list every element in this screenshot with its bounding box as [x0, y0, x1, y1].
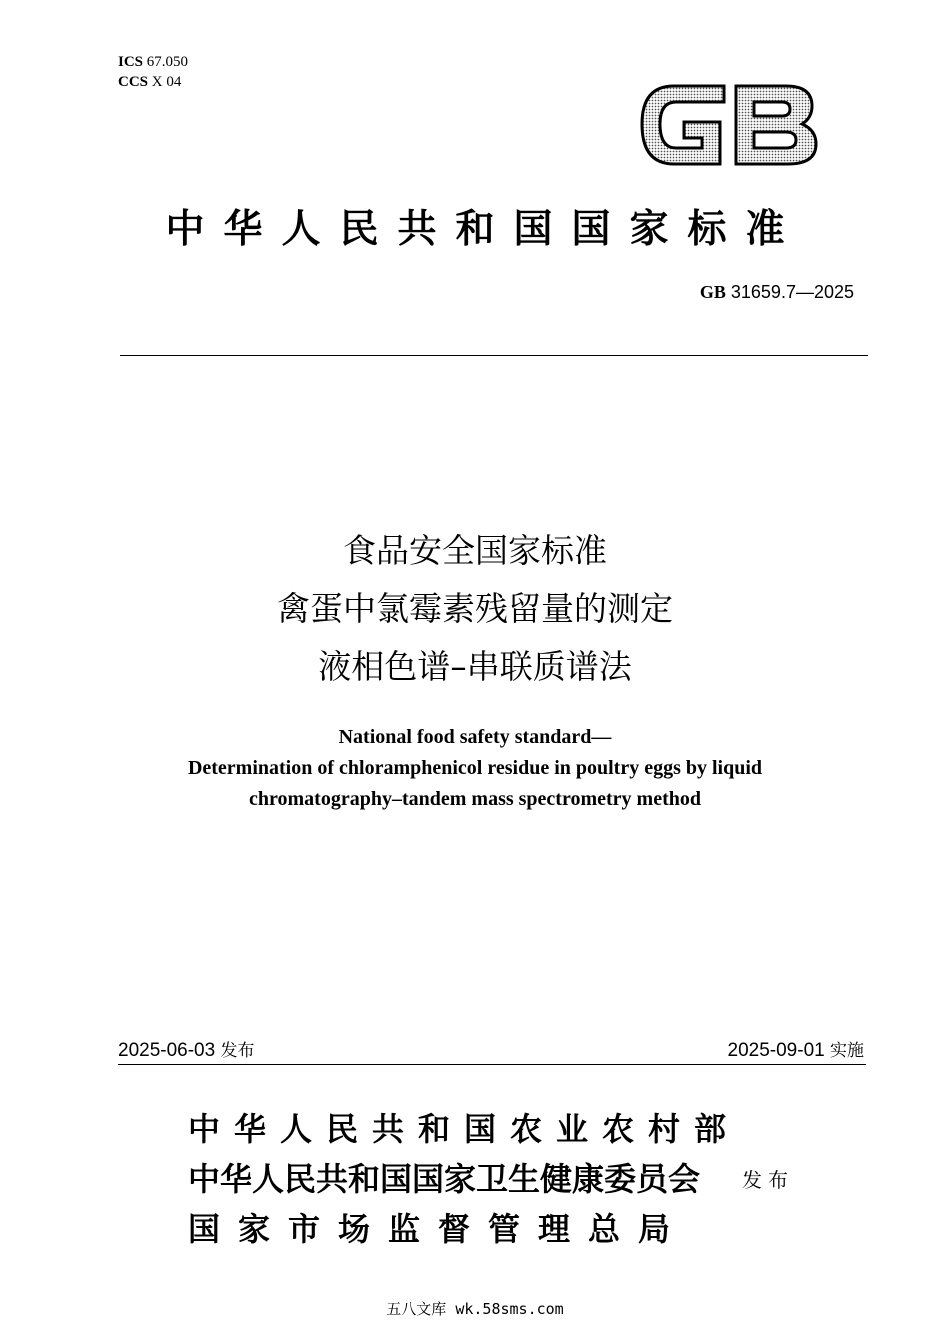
publisher-1: 中华人民共和国农业农村部 — [188, 1110, 741, 1148]
ccs-code: CCS X 04 — [118, 74, 182, 90]
cn-title-line-1: 食品安全国家标准 — [343, 531, 607, 570]
issue-date-value: 2025-06-03 — [118, 1040, 216, 1061]
watermark-footer: 五八文库 wk.58sms.com — [386, 1300, 564, 1318]
standard-prefix: GB — [699, 282, 726, 302]
top-divider — [120, 355, 868, 356]
chinese-title — [0, 522, 950, 696]
issue-word: 发布 — [220, 1041, 255, 1061]
implementation-date — [728, 1036, 864, 1062]
ics-code: ICS 67.050 — [118, 54, 189, 70]
national-standard-title: 中华人民共和国国家标准 — [165, 207, 804, 252]
bottom-divider — [118, 1064, 866, 1065]
en-title-line-3: chromatography–tandem mass spectrometry method — [249, 788, 701, 810]
publish-word: 发布 — [742, 1168, 794, 1192]
en-title-line-2: Determination of chloramphenicol residue in poultry eggs by liquid — [187, 757, 763, 779]
cn-title-line-2: 禽蛋中氯霉素残留量的测定 — [277, 589, 673, 628]
implement-word: 实施 — [830, 1041, 864, 1061]
publisher-2: 中华人民共和国国家卫生健康委员会 — [188, 1160, 701, 1198]
standard-code: 31659.7—2025 — [730, 282, 854, 302]
en-title-line-1: National food safety standard— — [338, 726, 612, 748]
gb-logo — [636, 78, 822, 170]
standard-number — [700, 282, 854, 303]
implement-date-value: 2025-09-01 — [727, 1040, 825, 1061]
logo-text: GB — [636, 78, 638, 79]
english-title — [0, 722, 950, 815]
issue-date — [118, 1036, 254, 1062]
publishers — [188, 1104, 740, 1254]
cn-title-line-3: 液相色谱–串联质谱法 — [318, 647, 632, 686]
publisher-3: 国家市场监督管理总局 — [188, 1210, 689, 1248]
classification-codes — [118, 52, 188, 92]
